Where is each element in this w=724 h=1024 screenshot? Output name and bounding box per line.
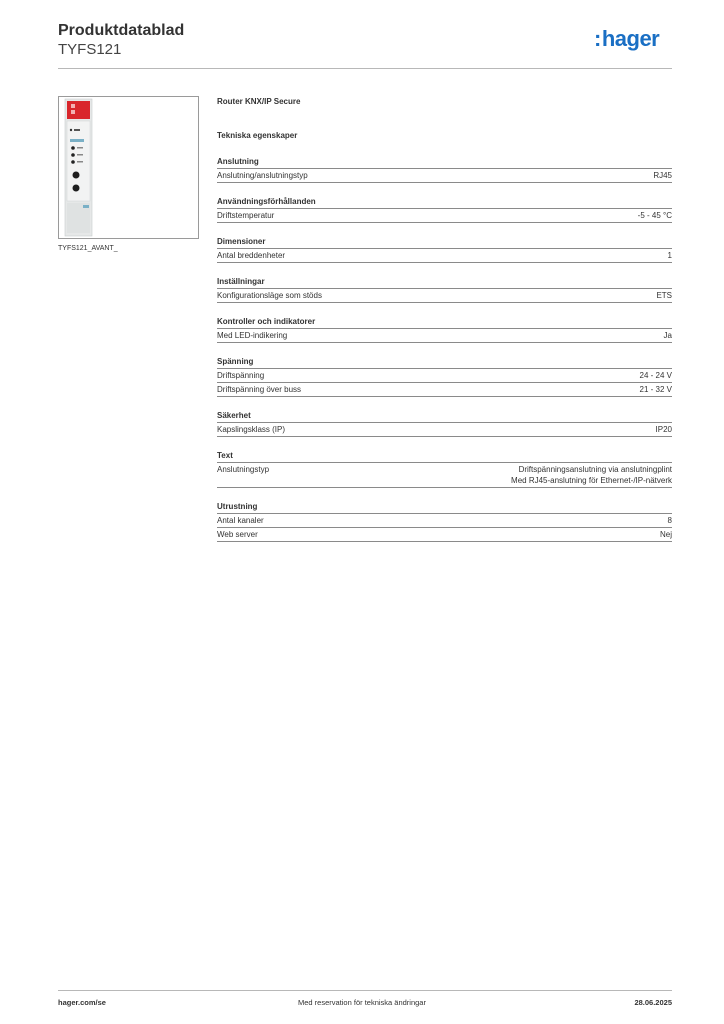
product-name: Router KNX/IP Secure — [217, 97, 301, 106]
spec-section-sakerhet — [217, 410, 672, 437]
bottom-divider — [58, 990, 672, 991]
spec-value: 21 - 32 V — [639, 385, 672, 394]
footer-date: 28.06.2025 — [634, 998, 672, 1007]
spec-row — [217, 209, 672, 223]
specifications-panel — [217, 96, 672, 542]
technical-properties-heading: Tekniska egenskaper — [217, 131, 298, 140]
spec-value: RJ45 — [653, 171, 672, 180]
section-title: Text — [217, 450, 672, 463]
spec-label: Anslutning/anslutningstyp — [217, 171, 308, 180]
document-header — [58, 22, 184, 58]
spec-row — [217, 514, 672, 528]
spec-label: Kapslingsklass (IP) — [217, 425, 286, 434]
spec-label: Antal kanaler — [217, 516, 264, 525]
spec-section-dimensioner — [217, 236, 672, 263]
spec-label: Antal breddenheter — [217, 251, 286, 260]
document-title: Produktdatablad — [58, 22, 185, 39]
top-divider — [58, 68, 672, 69]
spec-value: Ja — [663, 331, 672, 340]
spec-value: IP20 — [655, 425, 672, 434]
spec-section-kontroller — [217, 316, 672, 343]
spec-label: Anslutningstyp — [217, 465, 270, 474]
section-title: Säkerhet — [217, 410, 672, 423]
section-title: Spänning — [217, 356, 672, 369]
spec-row — [217, 383, 672, 397]
hager-logo[interactable]: :hager — [594, 26, 660, 51]
spec-row — [217, 369, 672, 383]
spec-value: Nej — [659, 530, 672, 539]
spec-label: Driftspänning över buss — [217, 385, 302, 394]
section-title: Inställningar — [217, 276, 672, 289]
device-product-image — [59, 97, 198, 238]
spec-value-line: Med RJ45-anslutning för Ethernet-/IP-nätverk — [511, 476, 672, 485]
spec-row — [217, 169, 672, 183]
spec-row — [217, 463, 672, 488]
spec-label: Med LED-indikering — [217, 331, 288, 340]
image-caption: TYFS121_AVANT_ — [58, 245, 118, 252]
logo-text: hager — [601, 26, 660, 51]
spec-row — [217, 329, 672, 343]
spec-value: ETS — [656, 291, 672, 300]
spec-row — [217, 423, 672, 437]
spec-row — [217, 528, 672, 542]
section-title: Dimensioner — [217, 236, 672, 249]
spec-value: -5 - 45 °C — [637, 211, 672, 220]
spec-value: 8 — [667, 516, 672, 525]
footer-disclaimer: Med reservation för tekniska ändringar — [298, 998, 426, 1007]
product-image-frame — [58, 96, 199, 239]
spec-section-utrustning — [217, 501, 672, 542]
section-title: Anslutning — [217, 156, 672, 169]
spec-value: 24 - 24 V — [639, 371, 672, 380]
spec-label: Driftspänning — [217, 371, 265, 380]
spec-row — [217, 289, 672, 303]
spec-section-text — [217, 450, 672, 488]
spec-section-spanning — [217, 356, 672, 397]
section-title: Kontroller och indikatorer — [217, 316, 672, 329]
spec-label: Driftstemperatur — [217, 211, 275, 220]
section-title: Användningsförhållanden — [217, 196, 672, 209]
section-title: Utrustning — [217, 501, 672, 514]
spec-section-anslutning — [217, 156, 672, 183]
spec-label: Web server — [217, 530, 258, 539]
product-code: TYFS121 — [58, 41, 122, 58]
spec-section-anvandningsforhallanden — [217, 196, 672, 223]
spec-value: 1 — [667, 251, 672, 260]
footer-website-link[interactable]: hager.com/se — [58, 998, 106, 1007]
spec-row — [217, 249, 672, 263]
spec-value-line: Driftspänningsanslutning via anslutningplint — [518, 465, 672, 474]
spec-section-installningar — [217, 276, 672, 303]
spec-value — [511, 464, 672, 486]
spec-label: Konfigurationsläge som stöds — [217, 291, 322, 300]
